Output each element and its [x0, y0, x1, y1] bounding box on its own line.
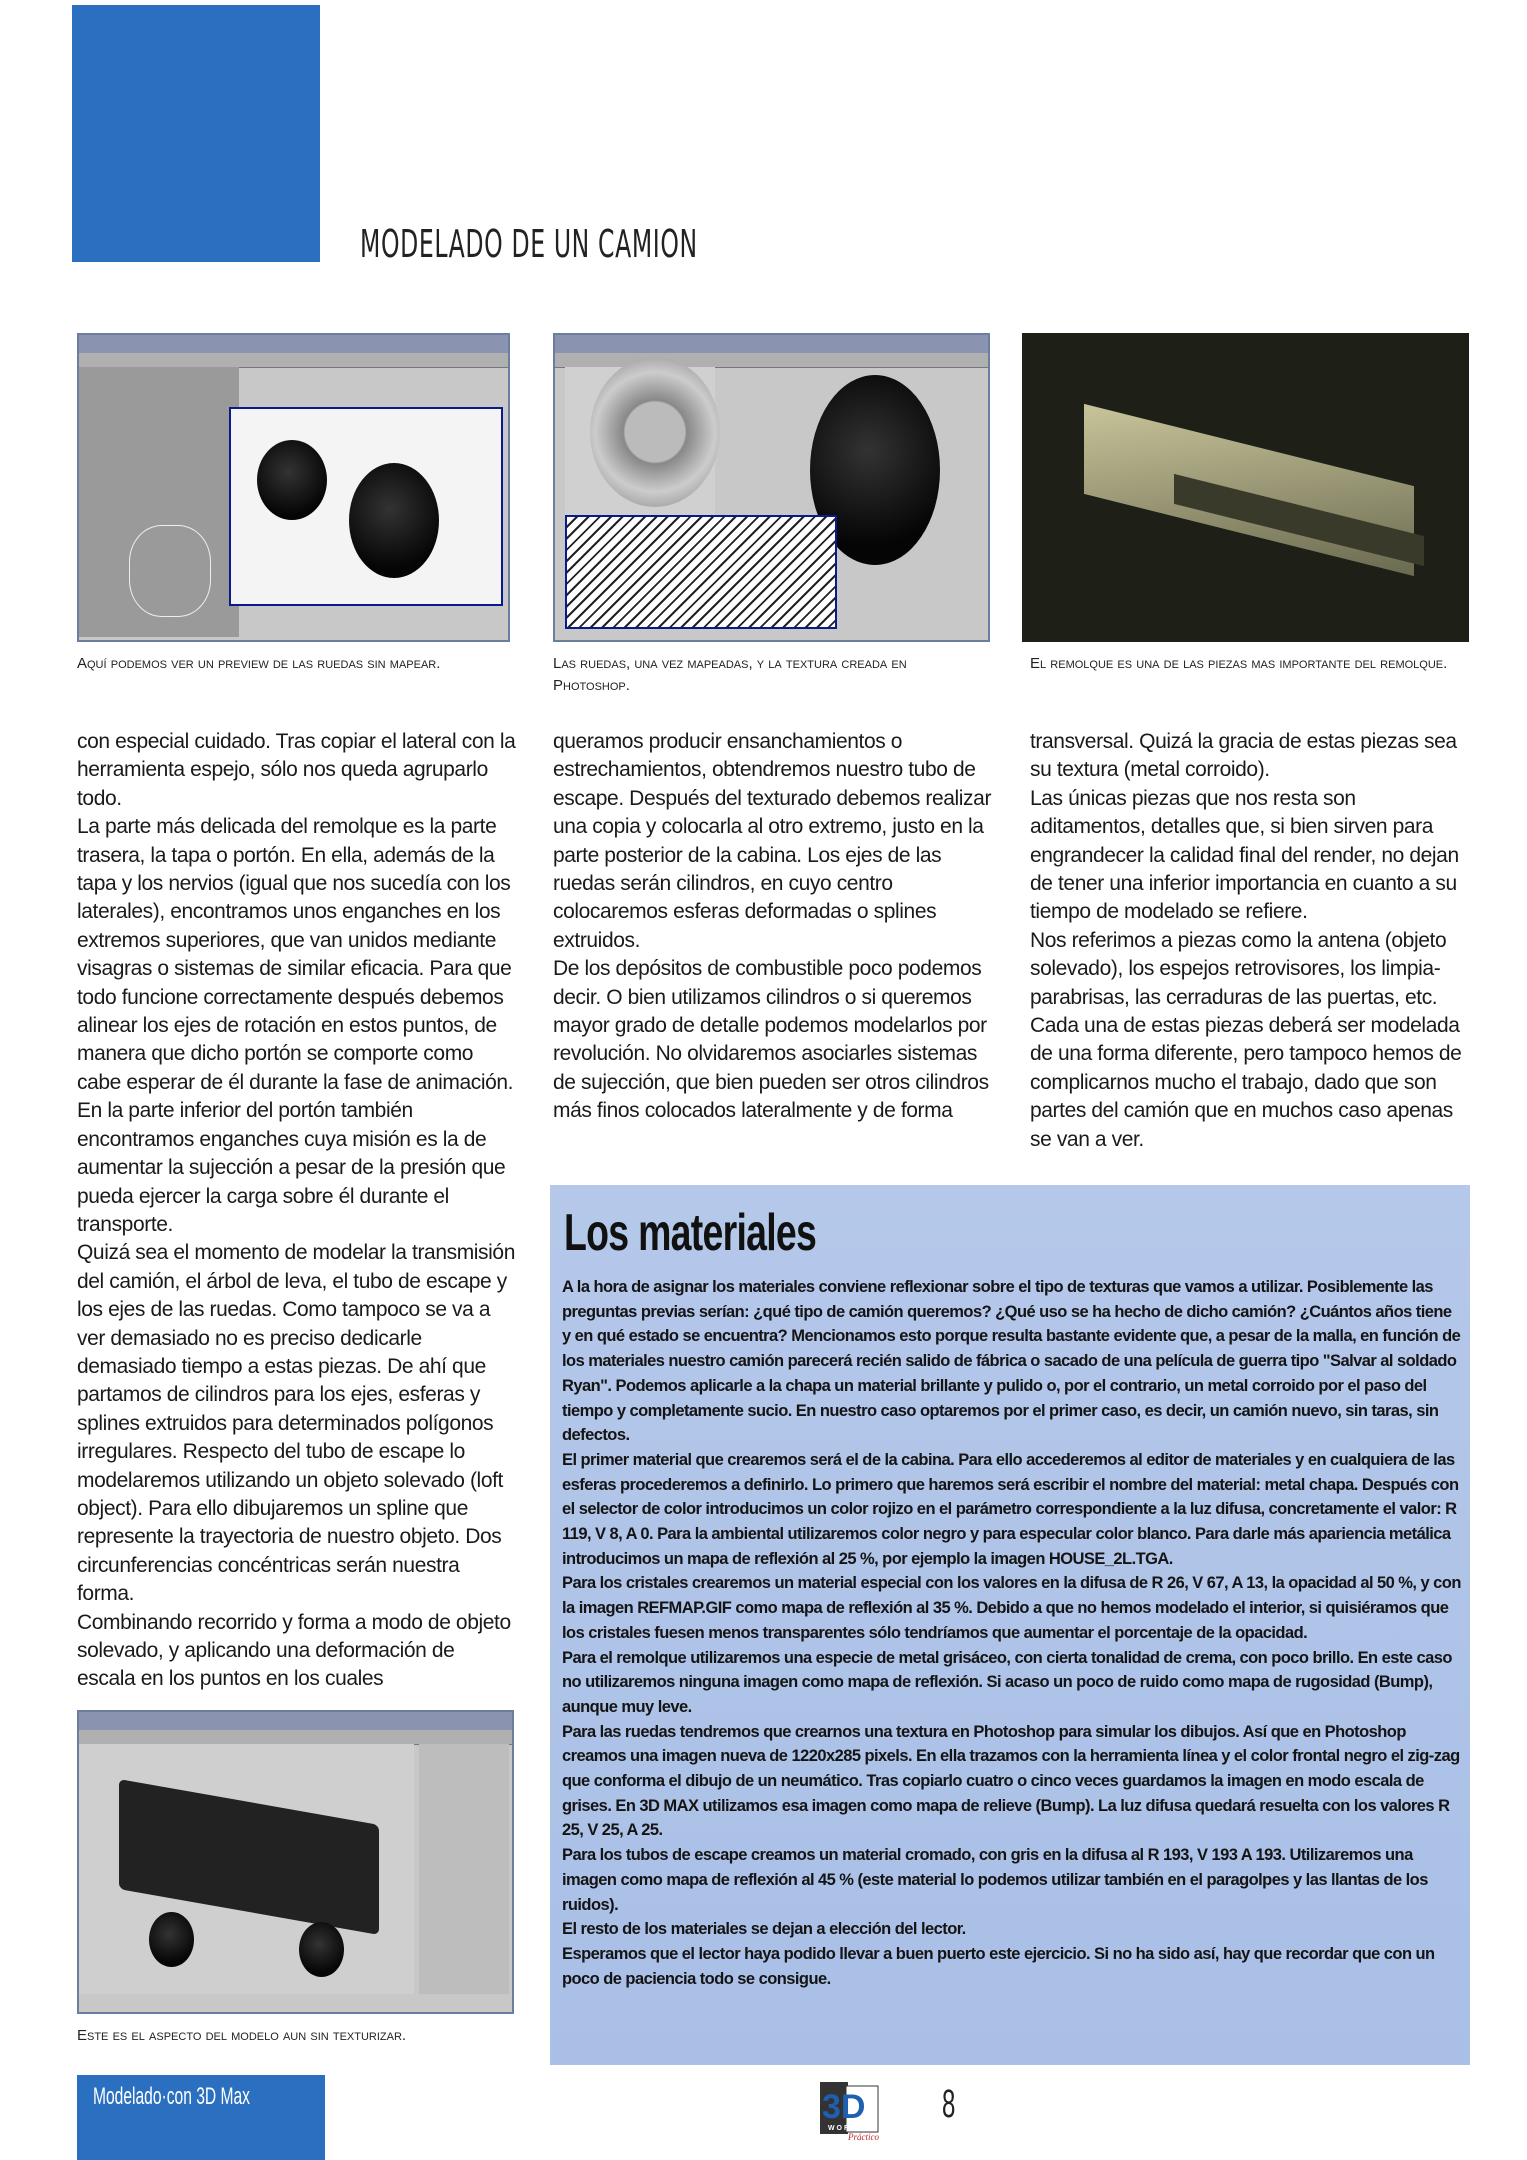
- page-number: 8: [942, 2082, 956, 2126]
- paragraph: De los depósitos de combustible poco podemos decir. O bien utilizamos cilindros o si queremos mayor grado de detalle podemos modelarlos por revolución. No olvidaremos asociarles sistemas de sujección, que bien pueden ser otros cilindros más finos colocados lateralmente y de forma: [553, 957, 989, 1123]
- paragraph: queramos producir ensanchamientos o estrechamientos, obtendremos nuestro tubo de escape. Después del texturado debemos realizar una copia y colocarla al otro extremo, justo en la parte posterior de la cabina. Los ejes de las ruedas serán cilindros, en cuyo centro colocaremos esferas deformadas o splines extruidos.: [553, 730, 992, 952]
- materials-sidebar: [550, 1185, 1470, 2065]
- paragraph: Para el remolque utilizaremos una especie de metal grisáceo, con cierta tonalidad de crema, con poco brillo. En este caso no utilizaremos ninguna imagen como mapa de reflexión. Si acaso un poco de ruido como mapa de rugosidad (Bump), aunque muy leve.: [562, 1648, 1452, 1716]
- paragraph: El resto de los materiales se dejan a elección del lector.: [562, 1920, 966, 1939]
- paragraph: Para los tubos de escape creamos un material cromado, con gris en la difusa al R 193, V 193 A 193. Utilizaremos una imagen como mapa de reflexión al 45 % (este material lo podemos utilizar también en el paragolpes y las llantas de los ruidos).: [562, 1846, 1428, 1914]
- body-column-3: [1030, 728, 1475, 1154]
- paragraph: Nos referimos a piezas como la antena (objeto solevado), los espejos retrovisores, los limpia-parabrisas, las cerraduras de las puertas, etc.: [1030, 928, 1447, 1009]
- paragraph: A la hora de asignar los materiales conviene reflexionar sobre el tipo de texturas que vamos a utilizar. Posiblemente las preguntas previas serían: ¿qué tipo de camión queremos? ¿Qué uso se ha hecho de dicho camión? ¿Cuántos años tiene y en qué estado se encuentra? Mencionamos esto porque resulta bastante evidente que, a pesar de la malla, en función de los materiales nuestro camión parecerá recién salido de fábrica o sacado de una película de guerra tipo "Salvar al soldado Ryan". Podemos aplicarle a la chapa un material brillante y pulido o, por el contrario, un metal corroido por el paso del tiempo y completamente sucio. En nuestro caso optaremos por el primer caso, es decir, un camión nuevo, sin taras, sin defectos.: [562, 1278, 1461, 1445]
- figure-truck-model: [77, 1710, 514, 2014]
- header-color-block: [72, 5, 320, 262]
- paragraph: Quizá sea el momento de modelar la transmisión del camión, el árbol de leva, el tubo de escape y los ejes de las ruedas. Como tampoco se va a ver demasiado no es preciso dedicarle demasiado tiempo a estas piezas. De ahí que partamos de cilindros para los ejes, esferas y splines extruidos para determinados polígonos irregulares. Respecto del tubo de escape lo modelaremos utilizando un objeto solevado (loft object). Para ello dibujaremos un spline que represente la trayectoria de nuestro objeto. Dos circunferencias concéntricas serán nuestra forma.: [77, 1241, 515, 1606]
- figure-trailer-render: [1022, 333, 1469, 642]
- paragraph: El primer material que crearemos será el de la cabina. Para ello accederemos al editor de materiales y en cualquiera de las esferas procederemos a definirlo. Lo primero que haremos será escribir el nombre del material: metal chapa. Después con el selector de color introducimos un color rojizo en el parámetro correspondiente a la luz difusa, concretamente el valor: R 119, V 8, A 0. Para la ambiental utilizaremos color negro y para especular color blanco. Para darle más apariencia metálica introducimos un mapa de reflexión al 25 %, por ejemplo la imagen HOUSE_2L.TGA.: [562, 1450, 1459, 1568]
- article-title: MODELADO DE UN CAMION: [360, 222, 698, 266]
- materials-body: [562, 1275, 1462, 1991]
- paragraph: Para los cristales crearemos un material especial con los valores en la difusa de R 26, V 67, A 13, la opacidad al 50 %, y con la imagen REFMAP.GIF como mapa de reflexión al 35 %. Debido a que no hemos modelado el interior, si quisiéramos que los cristales fuesen menos transparentes sólo tendríamos que aumentar el porcentaje de la opacidad.: [562, 1574, 1461, 1642]
- footer-section-text: Modelado·con 3D Max: [93, 2083, 250, 2110]
- footer-section-label: [77, 2075, 325, 2160]
- figure-wheels-mapped: [553, 333, 990, 642]
- materials-heading: Los materiales: [564, 1204, 817, 1262]
- paragraph: Esperamos que el lector haya podido llevar a buen puerto este ejercicio. Si no ha sido así, hay que recordar que con un poco de paciencia todo se consigue.: [562, 1944, 1435, 1988]
- figure-caption: El remolque es una de las piezas mas importante del remolque.: [1030, 655, 1448, 672]
- paragraph: con especial cuidado. Tras copiar el lateral con la herramienta espejo, sólo nos queda agruparlo todo.: [77, 730, 516, 810]
- svg-text:Práctico: Práctico: [848, 2132, 879, 2142]
- svg-text:W O R L D: W O R L D: [828, 2125, 863, 2132]
- paragraph: Las únicas piezas que nos resta son aditamentos, detalles que, si bien sirven para engrandecer la calidad final del render, no dejan de tener una inferior importancia en cuanto a su tiempo de modelado se refiere.: [1030, 786, 1459, 924]
- paragraph: Combinando recorrido y forma a modo de objeto solevado, y aplicando una deformación de escala en los puntos en los cuales: [77, 1610, 511, 1691]
- figure-caption: Aquí podemos ver un preview de las ruedas sin mapear.: [77, 655, 441, 672]
- paragraph: transversal. Quizá la gracia de estas piezas sea su textura (metal corroido).: [1030, 730, 1457, 782]
- paragraph: Cada una de estas piezas deberá ser modelada de una forma diferente, pero tampoco hemos de complicarnos mucho el trabajo, dado que son partes del camión que en muchos caso apenas se van a ver.: [1030, 1014, 1462, 1151]
- paragraph: La parte más delicada del remolque es la parte trasera, la tapa o portón. En ella, además de la tapa y los nervios (igual que nos sucedía con los laterales), encontramos unos enganches en los extremos superiores, que van unidos mediante visagras o sistemas de similar eficacia. Para que todo funcione correctamente después debemos alinear los ejes de rotación en estos puntos, de manera que dicho portón se comporte como cabe esperar de él durante la fase de animación. En la parte inferior del portón también encontramos enganches cuya misión es la de aumentar la sujección a pesar de la presión que pueda ejercer la carga sobre él durante el transporte.: [77, 815, 514, 1236]
- figure-caption: Este es el aspecto del modelo aun sin texturizar.: [77, 2027, 407, 2044]
- body-column-1: [77, 728, 517, 1694]
- body-column-2: [553, 728, 993, 1126]
- figure-wheels-preview: [77, 333, 510, 642]
- figure-caption: Las ruedas, una vez mapeadas, y la textura creada en Photoshop.: [553, 655, 907, 694]
- magazine-logo: [820, 2080, 880, 2142]
- paragraph: Para las ruedas tendremos que crearnos una textura en Photoshop para simular los dibujos. Así que en Photoshop creamos una imagen nueva de 1220x285 pixels. En ella trazamos con la herramienta línea y el color frontal negro el zig-zag que conforma el dibujo de un neumático. Tras copiarlo cuatro o cinco veces guardamos la imagen en modo escala de grises. En 3D MAX utilizamos esa imagen como mapa de relieve (Bump). La luz difusa quedará resuelta con los valores R 25, V 25, A 25.: [562, 1722, 1460, 1840]
- svg-text:3D: 3D: [822, 2088, 866, 2126]
